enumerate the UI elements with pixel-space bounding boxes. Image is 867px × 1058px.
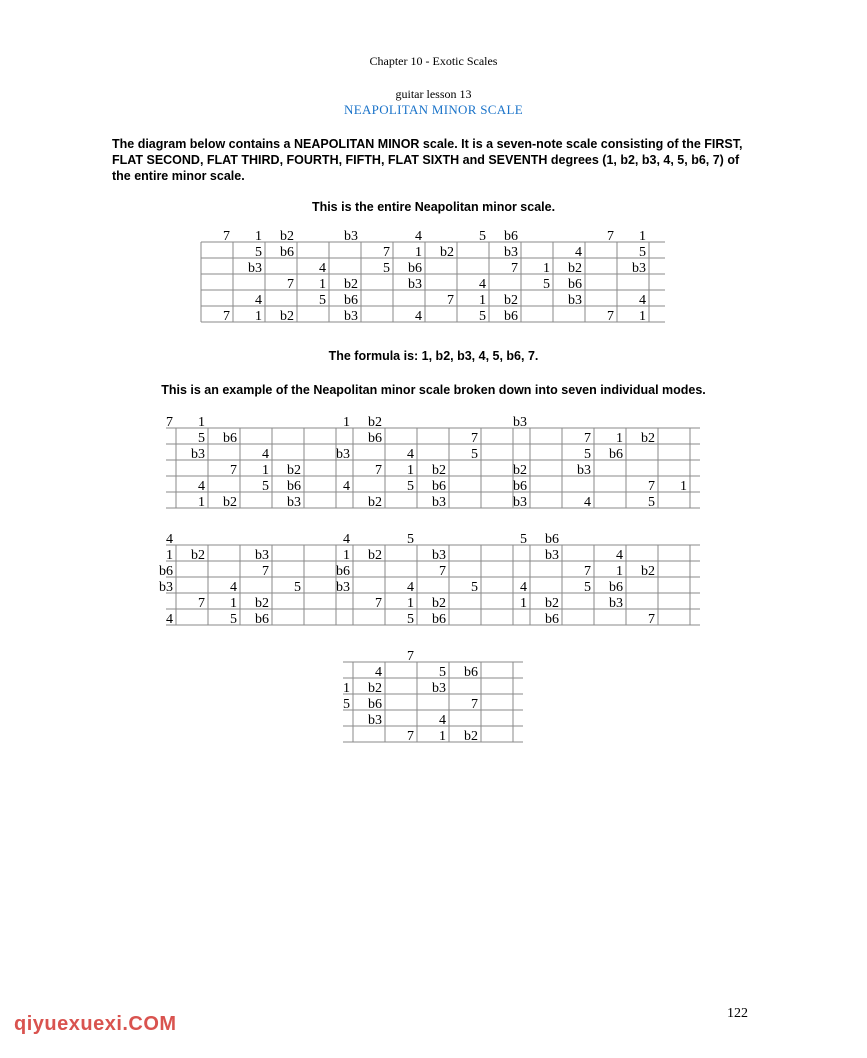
note-label: b3 [255,548,269,563]
note-label: 7 [223,229,230,244]
note-label: b6 [432,479,446,494]
note-label: 5 [543,277,550,292]
note-label: 1 [407,596,414,611]
note-label: 7 [648,479,655,494]
note-label: 4 [616,548,623,563]
note-label: 5 [520,532,527,547]
note-label: b3 [513,415,527,430]
note-label: 4 [230,580,237,595]
note-label: 4 [584,495,591,510]
note-label: 4 [439,713,446,728]
note-label: b3 [432,681,446,696]
note-label: 1 [319,277,326,292]
note-label: b6 [408,261,422,276]
note-label: 7 [584,564,591,579]
note-label: b3 [344,229,358,244]
note-label: 4 [479,277,486,292]
note-label: b6 [336,564,350,579]
site-watermark: qiyuexuexi.COM [14,1013,177,1035]
note-label: 1 [198,495,205,510]
note-label: b3 [336,447,350,462]
note-label: b6 [568,277,582,292]
note-label: b2 [464,729,478,744]
note-label: 5 [294,580,301,595]
note-label: 4 [166,532,173,547]
note-label: 7 [511,261,518,276]
note-label: b6 [368,431,382,446]
note-label: 7 [223,309,230,324]
note-label: 1 [407,463,414,478]
note-label: 7 [230,463,237,478]
note-label: 1 [166,548,173,563]
note-label: 7 [262,564,269,579]
note-label: 5 [407,479,414,494]
entire-scale-fretboard [201,229,667,324]
note-label: b2 [568,261,582,276]
note-label: b6 [287,479,301,494]
note-label: 5 [230,612,237,627]
note-label: 5 [319,293,326,308]
note-label: 1 [439,729,446,744]
note-label: 4 [415,229,422,244]
note-label: 7 [584,431,591,446]
note-label: b3 [336,580,350,595]
note-label: b6 [255,612,269,627]
note-label: b6 [344,293,358,308]
note-label: 7 [407,649,414,664]
note-label: 7 [407,729,414,744]
formula-text: The formula is: 1, b2, b3, 4, 5, b6, 7. [328,349,539,363]
note-label: b6 [545,532,559,547]
note-label: b6 [223,431,237,446]
note-label: 1 [543,261,550,276]
note-label: 1 [520,596,527,611]
note-label: 5 [471,580,478,595]
note-label: b2 [368,548,382,563]
note-label: b6 [513,479,527,494]
note-label: 5 [407,612,414,627]
scale-title: NEAPOLITAN MINOR SCALE [344,102,523,117]
note-label: b3 [248,261,262,276]
note-label: 1 [230,596,237,611]
note-label: 5 [343,697,350,712]
note-label: 7 [607,229,614,244]
note-label: 7 [166,415,173,430]
note-label: 4 [415,309,422,324]
note-label: 5 [479,229,486,244]
note-label: 4 [639,293,646,308]
note-label: b3 [287,495,301,510]
note-label: b6 [432,612,446,627]
note-label: b6 [504,309,518,324]
note-label: b2 [255,596,269,611]
note-label: b2 [641,564,655,579]
note-label: 1 [616,431,623,446]
note-label: b3 [513,495,527,510]
note-label: b2 [280,309,294,324]
note-label: b6 [545,612,559,627]
note-label: 1 [639,309,646,324]
note-label: b3 [432,495,446,510]
note-label: 5 [471,447,478,462]
note-label: 1 [343,681,350,696]
mode-3-fretboard [513,415,702,510]
note-label: b2 [641,431,655,446]
note-label: b3 [609,596,623,611]
note-label: 1 [343,548,350,563]
mode-6-fretboard [520,532,702,627]
mode-7-fretboard [343,649,525,744]
note-label: b3 [432,548,446,563]
page-number: 122 [727,1006,748,1021]
note-label: b2 [432,596,446,611]
note-label: b2 [432,463,446,478]
note-label: b2 [223,495,237,510]
note-label: 4 [407,447,414,462]
mode-5-fretboard [336,532,525,627]
mode-4-fretboard [159,532,348,627]
lesson-label: guitar lesson 13 [395,87,472,101]
note-label: 5 [255,245,262,260]
note-label: 4 [262,447,269,462]
note-label: 7 [287,277,294,292]
note-label: b2 [545,596,559,611]
note-label: 4 [343,532,350,547]
note-label: 7 [607,309,614,324]
note-label: b3 [368,713,382,728]
note-label: 4 [407,580,414,595]
note-label: b2 [344,277,358,292]
note-label: 4 [319,261,326,276]
mode-2-fretboard [336,415,525,510]
note-label: 1 [255,229,262,244]
note-label: 5 [439,665,446,680]
note-label: 5 [262,479,269,494]
note-label: 1 [479,293,486,308]
intro-paragraph: The diagram below contains a NEAPOLITAN MINOR scale. It is a seven-note scale consisting of the FIRST, FLAT SECOND, FLAT THIRD, FOURTH, FIFTH, FLAT SIXTH and SEVENTH degrees (1, b2, b3, 4, 5, b6, 7) of the entire minor scale. [112,137,743,183]
note-label: 7 [383,245,390,260]
note-label: b3 [568,293,582,308]
note-label: 1 [616,564,623,579]
note-label: b6 [280,245,294,260]
note-label: b2 [504,293,518,308]
note-label: b6 [159,564,173,579]
note-label: 5 [648,495,655,510]
note-label: 7 [375,463,382,478]
note-label: 1 [343,415,350,430]
note-label: b6 [368,697,382,712]
note-label: 5 [479,309,486,324]
mode-1-fretboard [166,415,348,510]
note-label: 4 [255,293,262,308]
note-label: 5 [584,447,591,462]
note-label: 5 [584,580,591,595]
note-label: 7 [375,596,382,611]
note-label: 7 [471,431,478,446]
note-label: b3 [632,261,646,276]
note-label: b6 [504,229,518,244]
note-label: b2 [280,229,294,244]
note-label: 7 [198,596,205,611]
note-label: b6 [464,665,478,680]
modes-caption: This is an example of the Neapolitan minor scale broken down into seven individual modes. [161,383,706,397]
note-label: 4 [198,479,205,494]
note-label: 4 [343,479,350,494]
chapter-heading: Chapter 10 - Exotic Scales [369,54,498,68]
note-label: 5 [639,245,646,260]
note-label: 7 [648,612,655,627]
note-label: b2 [191,548,205,563]
note-label: b2 [368,495,382,510]
note-label: 4 [166,612,173,627]
note-label: 4 [375,665,382,680]
note-label: b2 [513,463,527,478]
note-label: 1 [415,245,422,260]
note-label: 1 [262,463,269,478]
note-label: 5 [383,261,390,276]
note-label: b3 [408,277,422,292]
note-label: 1 [198,415,205,430]
note-label: b3 [344,309,358,324]
note-label: b2 [440,245,454,260]
note-label: 4 [520,580,527,595]
note-label: 7 [439,564,446,579]
note-label: b3 [545,548,559,563]
note-label: b3 [504,245,518,260]
note-label: 1 [255,309,262,324]
note-label: b6 [609,580,623,595]
note-label: b3 [159,580,173,595]
entire-scale-caption: This is the entire Neapolitan minor scale. [311,200,556,214]
note-label: 5 [198,431,205,446]
note-label: 7 [447,293,454,308]
note-label: 1 [680,479,687,494]
note-label: b2 [368,415,382,430]
note-label: 4 [575,245,582,260]
note-label: b3 [191,447,205,462]
note-label: b2 [287,463,301,478]
note-label: b3 [577,463,591,478]
note-label: 5 [407,532,414,547]
note-label: b2 [368,681,382,696]
note-label: 7 [471,697,478,712]
note-label: 1 [639,229,646,244]
note-label: b6 [609,447,623,462]
